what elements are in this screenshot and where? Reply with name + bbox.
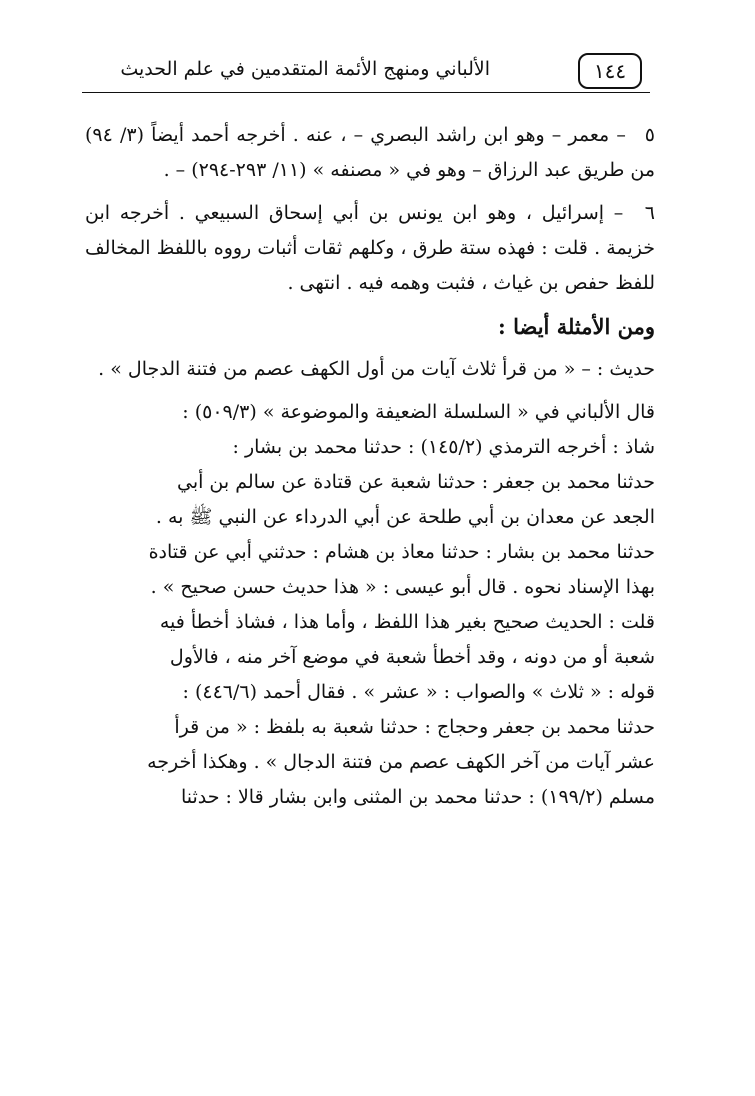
text-line: قوله : « ثلاث » والصواب : « عشر » . فقال أحمد (٤٤٦/٦) : [182, 681, 655, 703]
text-line: حدثنا محمد بن جعفر : حدثنا شعبة عن قتادة عن سالم بن أبي [176, 471, 655, 493]
albani-intro: قال الألباني في « السلسلة الضعيفة والموضوعة » (٥٠٩/٣) : [182, 401, 655, 423]
text-line: بهذا الإسناد نحوه . قال أبو عيسى : « هذا حديث حسن صحيح » . [150, 576, 655, 598]
commentary-block [85, 430, 655, 815]
hadith-text: حديث : – « من قرأ ثلاث آيات من أول الكهف عصم من فتنة الدجال » . [98, 358, 655, 380]
text-line: عشر آيات من آخر الكهف عصم من فتنة الدجال » . وهكذا أخرجه [147, 751, 655, 773]
footnote-text: – إسرائيل ، وهو ابن يونس بن أبي إسحاق السبيعي . أخرجه ابن خزيمة . قلت : فهذه ستة طرق ، وكلهم ثقات أثبات رووه باللفظ المخالف للفظ حفص بن غياث ، فثبت وهمه فيه . انتهى . [85, 202, 655, 294]
text-line: مسلم (١٩٩/٢) : حدثنا محمد بن المثنى وابن بشار قالا : حدثنا [180, 786, 655, 808]
footnote-number: ٦ [644, 202, 656, 224]
text-line: شعبة أو من دونه ، وقد أخطأ شعبة في موضع آخر منه ، فالأول [169, 646, 655, 668]
text-line: قلت : الحديث صحيح بغير هذا اللفظ ، وأما هذا ، فشاذ أخطأ فيه [159, 611, 655, 633]
footnote-text: – معمر – وهو ابن راشد البصري – ، عنه . أخرجه أحمد أيضاً (٣/ ٩٤) من طريق عبد الرزاق – وهو في « مصنفه » (١١/ ٢٩٣-٢٩٤) – . [85, 124, 655, 181]
text-line: حدثنا محمد بن جعفر وحجاج : حدثنا شعبة به بلفظ : « من قرأ [174, 716, 655, 738]
text-line: الجعد عن معدان بن أبي طلحة عن أبي الدرداء عن النبي ﷺ به . [155, 506, 655, 528]
footnote-item [85, 196, 655, 301]
text-line: شاذ : أخرجه الترمذي (١٤٥/٢) : حدثنا محمد بن بشار : [232, 436, 655, 458]
footnote-number: ٥ [644, 124, 656, 146]
page-number: ١٤٤ [578, 53, 642, 89]
page-body [85, 118, 655, 815]
text-line: حدثنا محمد بن بشار : حدثنا معاذ بن هشام : حدثني أبي عن قتادة [148, 541, 655, 563]
running-title: الألباني ومنهج الأئمة المتقدمين في علم الحديث [120, 58, 490, 80]
footnote-item [85, 118, 655, 188]
section-heading: ومن الأمثلة أيضا : [498, 314, 655, 339]
header-divider [82, 92, 650, 93]
